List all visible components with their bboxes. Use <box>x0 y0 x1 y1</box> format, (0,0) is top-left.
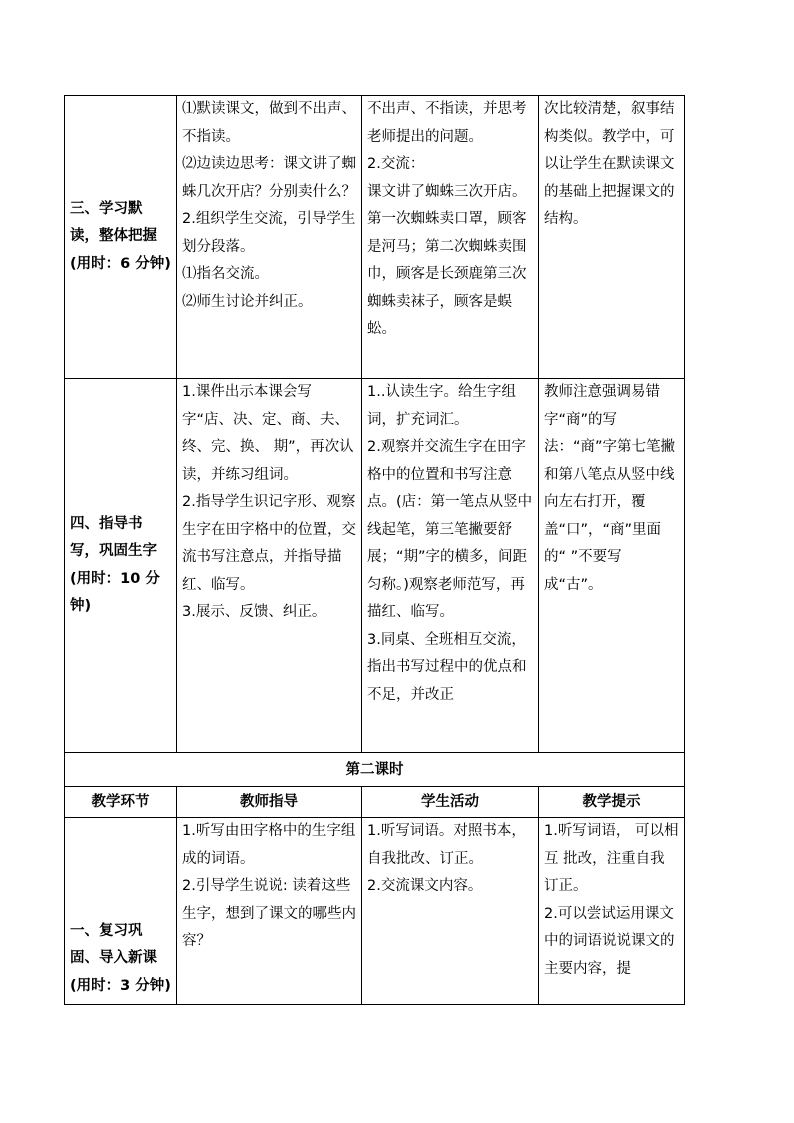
student-line: 2.交流： <box>367 156 425 172</box>
teacher-line: ⑴默读课文，做到不出声、 不指读。 <box>182 101 356 145</box>
header-row <box>65 787 685 818</box>
teacher-line: 2.引导学生说说: 读着这些生字，想到了课文的哪些内容？ <box>182 878 356 949</box>
tips-line: 次比较清楚，叙事结构类似。教学中，可以让学生在默读课文的基础上把握课文的结构。 <box>544 101 675 227</box>
header-tips: 教学提示 <box>539 787 685 818</box>
student-line: 1..认读生字。给生字组词，扩充词汇。 <box>367 384 516 428</box>
teacher-line: 2.指导学生识记字形、观察生字在田字格中的位置，交流书写注意点，并指导描红、临写。 <box>182 494 356 593</box>
teacher-cell <box>177 96 362 379</box>
header-stage: 教学环节 <box>65 787 177 818</box>
stage-cell: 四、指导书写，巩固生字(用时：10 分钟) <box>65 379 177 753</box>
section-title-row <box>65 753 685 787</box>
table-row <box>65 818 685 1005</box>
stage-cell: 一、复习巩固、导入新课(用时：3 分钟) <box>65 818 177 1005</box>
student-cell <box>362 818 539 1005</box>
table-row <box>65 96 685 379</box>
student-cell <box>362 379 539 753</box>
tips-cell <box>539 96 685 379</box>
lesson-plan-table <box>64 95 685 1005</box>
teacher-line: 1.听写由田字格中的生字组成的词语。 <box>182 823 356 867</box>
tips-line: 教师注意强调易错字“商”的写法：“商”字第七笔撇和第八笔点从竖中线向左右打开，覆盖“口”，“商”里面的“ ”不要写成“古”。 <box>544 384 676 593</box>
student-line: 3.同桌、全班相互交流，指出书写过程中的优点和不足，并改正 <box>367 631 527 703</box>
stage-cell: 三、学习默读，整体把握(用时：6 分钟) <box>65 96 177 379</box>
teacher-line: 1.课件出示本课会写字“店、决、定、商、夫、终、完、换、 期”，再次认读，并练习组词。 <box>182 384 354 483</box>
student-line: 课文讲了蜘蛛三次开店。第一次蜘蛛卖口罩，顾客是河马；第二次蜘蛛卖围巾，顾客是长颈鹿第三次蜘蛛卖袜子，顾客是蜈蚣。 <box>367 183 527 337</box>
table-row <box>65 379 685 753</box>
tips-cell <box>539 818 685 1005</box>
tips-line: 1.听写词语， 可以相互 批改，注重自我订正。 <box>544 823 679 894</box>
student-cell <box>362 96 539 379</box>
teacher-line: ⑵师生讨论并纠正。 <box>182 293 313 310</box>
teacher-line: 2.组织学生交流，引导学生划分段落。 <box>182 211 356 255</box>
teacher-cell <box>177 818 362 1005</box>
teacher-cell <box>177 379 362 753</box>
student-line: 2.观察并交流生字在田字格中的位置和书写注意点。(店：第一笔点从竖中线起笔，第三笔撇要舒展；“期”字的横多，间距匀称。)观察老师范写，再描红、临写。 <box>367 439 533 620</box>
teacher-line: ⑴指名交流。 <box>182 266 269 282</box>
header-teacher: 教师指导 <box>177 787 362 818</box>
header-student: 学生活动 <box>362 787 539 818</box>
section-title: 第二课时 <box>65 753 685 787</box>
student-line: 2.交流课文内容。 <box>367 878 483 894</box>
tips-cell <box>539 379 685 753</box>
tips-line: 2.可以尝试运用课文中的词语说说课文的主要内容，提 <box>544 905 675 977</box>
teacher-line: ⑵边读边思考：课文讲了蜘蛛几次开店？分别卖什么？ <box>182 156 356 200</box>
student-line: 不出声、不指读，并思考老师提出的问题。 <box>367 101 527 145</box>
student-line: 1.听写词语。对照书本，自我批改、订正。 <box>367 823 526 867</box>
teacher-line: 3.展示、反馈、纠正。 <box>182 604 327 620</box>
